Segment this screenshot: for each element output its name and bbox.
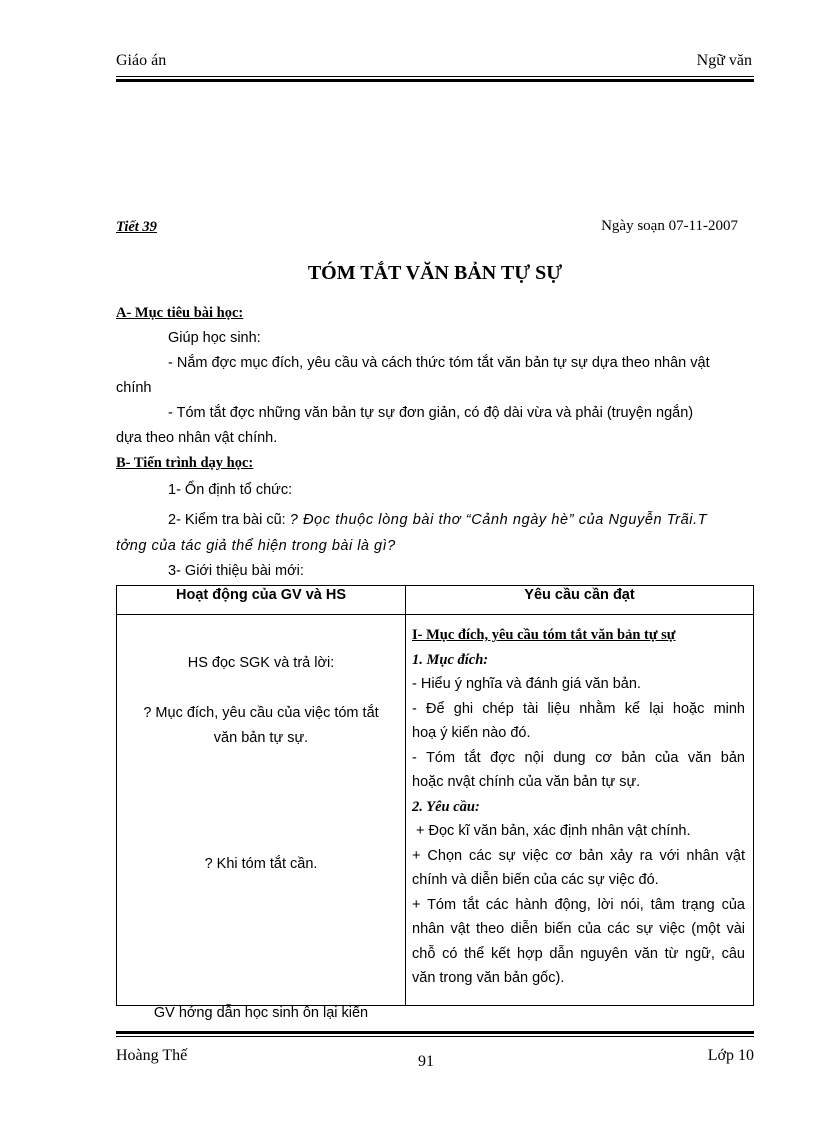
page-number: 91 xyxy=(418,1053,434,1070)
activity-line: GV hớng dẫn học sinh ôn lại kiến xyxy=(153,1005,369,1021)
activity-line: ? Mục đích, yêu cầu của việc tóm tắt xyxy=(143,705,379,721)
activity-line: ? Khi tóm tắt cần. xyxy=(204,856,318,872)
header-rule-thick xyxy=(116,79,754,82)
step-2-question: ? Đọc thuộc lòng bài thơ “Cảnh ngày hè” của Nguyễn Trãi.T xyxy=(289,512,708,528)
step-2-prefix: 2- Kiểm tra bài cũ: xyxy=(168,512,290,528)
requirement-line: nhân vật theo diễn biến của các sự việc (một vài xyxy=(412,921,745,937)
col-header-activities: Hoạt động của GV và HS xyxy=(117,586,406,615)
requirement-line: + Chọn các sự việc cơ bản xảy ra với nhân vật xyxy=(412,847,745,864)
section-a-line: chính xyxy=(116,380,152,396)
requirement-line: hoặc nvật chính của văn bản tự sự. xyxy=(412,774,641,790)
step-1: 1- Ổn định tổ chức: xyxy=(168,482,293,498)
section-a-line: Giúp học sinh: xyxy=(168,330,261,346)
footer-author: Hoàng Thế xyxy=(116,1047,188,1064)
lesson-table xyxy=(116,585,754,1021)
requirement-line: + Tóm tắt các hành động, lời nói, tâm trạng của xyxy=(412,896,745,913)
requirement-line: chính và diễn biến của các sự việc đó. xyxy=(412,872,659,888)
header-right: Ngữ văn xyxy=(696,52,752,69)
requirement-line: + Đọc kĩ văn bản, xác định nhân vật chính. xyxy=(412,823,691,839)
section-a-line: - Nắm đợc mục đích, yêu cầu và cách thức tóm tắt văn bản tự sự dựa theo nhân vật xyxy=(168,355,710,371)
section-a-line: dựa theo nhân vật chính. xyxy=(116,430,278,446)
requirement-line: - Hiểu ý nghĩa và đánh giá văn bản. xyxy=(412,676,641,692)
step-3: 3- Giới thiệu bài mới: xyxy=(168,563,304,579)
col-header-requirements: Yêu cầu cần đạt xyxy=(406,586,754,615)
lesson-number: Tiết 39 xyxy=(116,219,157,235)
activities-cell xyxy=(117,615,406,1021)
header-rule-thin xyxy=(116,76,754,77)
step-2 xyxy=(168,512,707,528)
header-left: Giáo án xyxy=(116,52,167,69)
requirement-line: văn trong văn bản gốc). xyxy=(412,970,565,986)
footer-class: Lớp 10 xyxy=(707,1047,754,1064)
step-2-question-cont: tởng của tác giả thể hiện trong bài là gì? xyxy=(116,538,396,554)
requirements-sub-demands: 2. Yêu cầu: xyxy=(412,798,480,815)
section-a-line: - Tóm tắt đợc những văn bản tự sự đơn giản, có độ dài vừa và phải (truyện ngắn) xyxy=(168,405,694,421)
page-title: TÓM TẮT VĂN BẢN TỰ SỰ xyxy=(307,262,563,284)
requirements-cell xyxy=(406,615,754,1006)
requirements-sub-purpose: 1. Mục đích: xyxy=(412,651,489,668)
requirements-heading: I- Mục đích, yêu cầu tóm tắt văn bản tự sự xyxy=(412,627,676,643)
section-b-heading: B- Tiến trình dạy học: xyxy=(116,455,254,471)
section-a-heading: A- Mục tiêu bài học: xyxy=(116,305,244,321)
requirement-line: hoạ ý kiến nào đó. xyxy=(412,725,531,741)
lesson-date: Ngày soạn 07-11-2007 xyxy=(601,218,738,234)
footer-rule-thick xyxy=(116,1031,754,1034)
requirement-line: - Tóm tắt đợc nội dung cơ bản của văn bản xyxy=(412,749,745,766)
requirement-line: chỗ có thể kết hợp dẫn nguyên văn từ ngữ, câu xyxy=(412,945,745,962)
activity-line: văn bản tự sự. xyxy=(213,730,309,746)
activity-line: HS đọc SGK và trả lời: xyxy=(187,655,335,671)
requirement-line: - Để ghi chép tài liệu nhằm kể lại hoặc minh xyxy=(412,700,745,717)
footer-rule-thin xyxy=(116,1036,754,1037)
